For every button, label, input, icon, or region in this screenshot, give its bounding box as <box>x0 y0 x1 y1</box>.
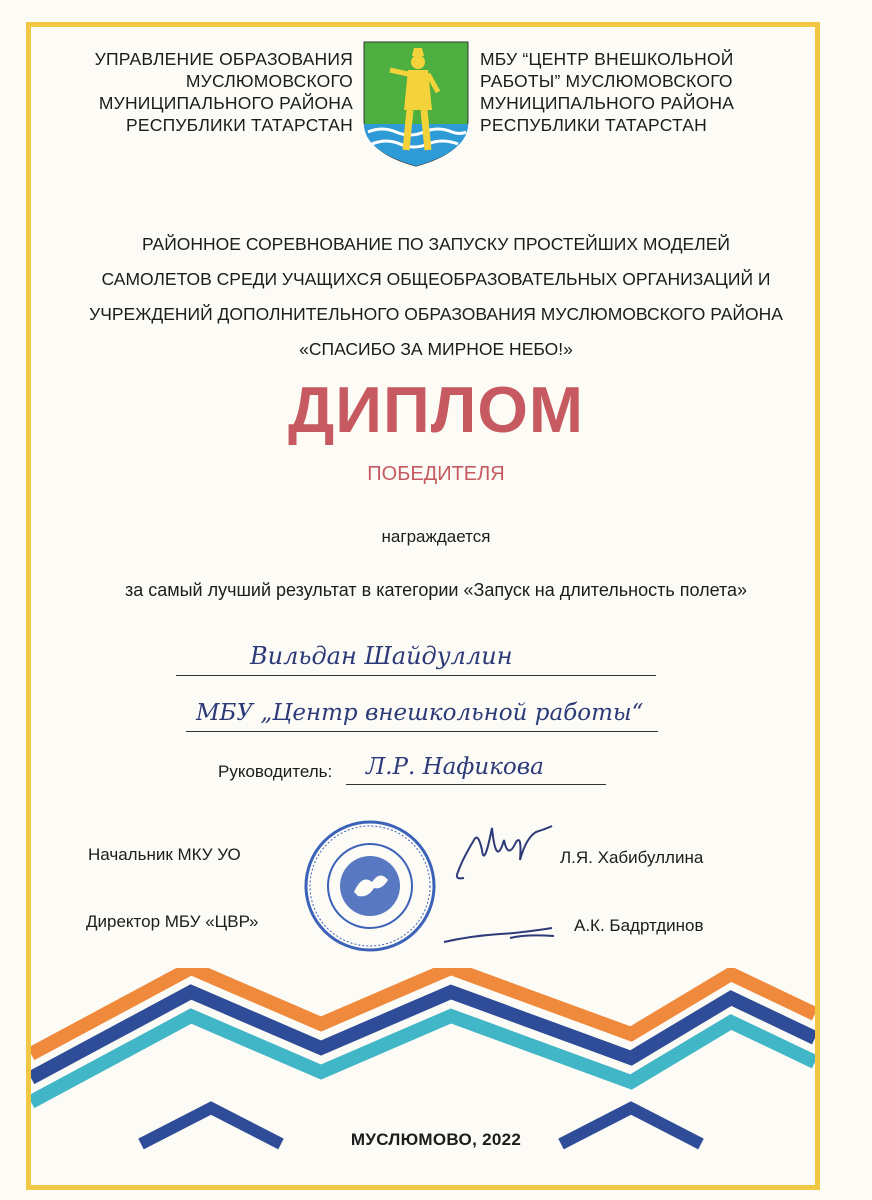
organization-line <box>186 731 658 732</box>
leader-label: Руководитель: <box>218 762 333 781</box>
winner-organization: МБУ „Центр внешкольной работы“ <box>196 700 644 726</box>
stamp-icon <box>302 818 438 954</box>
director-label: Директор МБУ «ЦВР» <box>86 912 259 931</box>
leader-name: Л.Р. Нафикова <box>366 754 544 780</box>
head-name: Л.Я. Хабибуллина <box>560 848 704 867</box>
name-line <box>176 675 656 676</box>
head-signature-icon <box>452 820 562 890</box>
competition-title: РАЙОННОЕ СОРЕВНОВАНИЕ ПО ЗАПУСКУ ПРОСТЕЙШИХ МОДЕЛЕЙ САМОЛЕТОВ СРЕДИ УЧАЩИХСЯ ОБЩЕОБРАЗОВАТЕЛЬНЫХ ОРГАНИЗАЦИЙ И УЧРЕЖДЕНИЙ ДОПОЛНИТЕЛЬНОГО ОБРАЗОВАНИЯ МУСЛЮМОВСКОГО РАЙОНА «СПАСИБО ЗА МИРНОЕ НЕБО!» <box>89 234 783 359</box>
head-label: Начальник МКУ УО <box>88 845 241 864</box>
issuer-left: УПРАВЛЕНИЕ ОБРАЗОВАНИЯ МУСЛЮМОВСКОГО МУНИЦИПАЛЬНОГО РАЙОНА РЕСПУБЛИКИ ТАТАРСТАН <box>94 49 353 135</box>
awarded-text: награждается <box>381 527 491 546</box>
issuer-right: МБУ “ЦЕНТР ВНЕШКОЛЬНОЙ РАБОТЫ” МУСЛЮМОВСКОГО МУНИЦИПАЛЬНОГО РАЙОНА РЕСПУБЛИКИ ТАТАРСТАН <box>480 49 735 135</box>
award-reason: за самый лучший результат в категории «Запуск на длительность полета» <box>124 580 748 600</box>
coat-of-arms-icon <box>362 40 470 168</box>
director-name: А.К. Бадртдинов <box>574 916 704 935</box>
leader-line <box>346 784 606 785</box>
place-year: МУСЛЮМОВО, 2022 <box>350 1130 522 1149</box>
diploma-subtitle: ПОБЕДИТЕЛЯ <box>367 463 505 485</box>
winner-name: Вильдан Шайдуллин <box>250 642 513 670</box>
diploma-title: ДИПЛОМ <box>287 373 585 446</box>
director-signature-icon <box>440 920 560 950</box>
